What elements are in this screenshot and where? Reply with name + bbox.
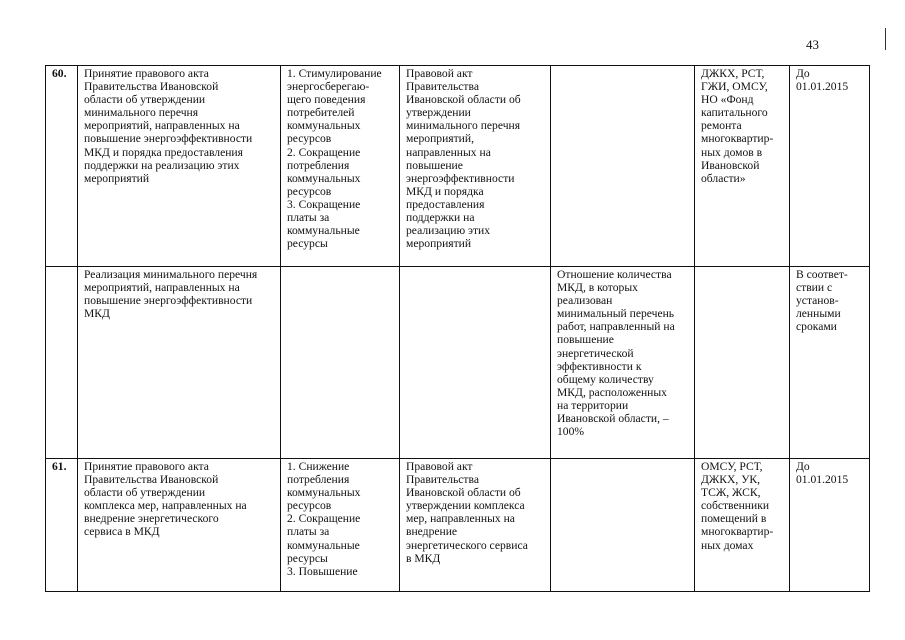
margin-mark [885,28,886,50]
responsible-cell: ДЖКХ, РСТ, ГЖИ, ОМСУ, НО «Фонд капитального ремонта многоквартир- ных домов в Ивановской области» [695,66,790,267]
deadline-cell: В соответ- ствии с установ- ленными сроками [790,267,870,459]
activity-cell: Реализация минимального перечня мероприятий, направленных на повышение энергоэффективности МКД [78,267,281,459]
measures-table [45,65,870,592]
activity-cell: Принятие правового акта Правительства Ивановской области об утверждении минимального перечня мероприятий, направленных на повышение энергоэффективности МКД и порядка предоставления поддержки на реализацию этих мероприятий [78,66,281,267]
deadline-cell: До 01.01.2015 [790,66,870,267]
page-number: 43 [806,37,819,52]
result-cell: Правовой акт Правительства Ивановской области об утверждении минимального перечня мероприятий, направленных на повышение энергоэффективности МКД и порядка предоставления поддержки на реализацию этих мероприятий [400,66,551,267]
table-row [46,267,870,459]
goals-cell [281,267,400,459]
indicator-cell [551,459,695,592]
table-row [46,66,870,267]
goals-cell: 1. Снижение потребления коммунальных ресурсов 2. Сокращение платы за коммунальные ресурсы 3. Повышение [281,459,400,592]
goals-cell: 1. Стимулирование энергосберегаю- щего поведения потребителей коммунальных ресурсов 2. Сокращение потребления коммунальных ресурсов 3. Сокращение платы за коммунальные ресурсы [281,66,400,267]
indicator-cell: Отношение количества МКД, в которых реализован минимальный перечень работ, направленный на повышение энергетической эффективности к общему количеству МКД, расположенных на территории Ивановской области, – 100% [551,267,695,459]
row-number: 61. [46,459,78,592]
responsible-cell [695,267,790,459]
table-row [46,459,870,592]
responsible-cell: ОМСУ, РСТ, ДЖКХ, УК, ТСЖ, ЖСК, собственники помещений в многоквартир- ных домах [695,459,790,592]
result-cell [400,267,551,459]
deadline-cell: До 01.01.2015 [790,459,870,592]
result-cell: Правовой акт Правительства Ивановской области об утверждении комплекса мер, направленных на внедрение энергетического сервиса в МКД [400,459,551,592]
activity-cell: Принятие правового акта Правительства Ивановской области об утверждении комплекса мер, направленных на внедрение энергетического сервиса в МКД [78,459,281,592]
row-number [46,267,78,459]
row-number: 60. [46,66,78,267]
indicator-cell [551,66,695,267]
